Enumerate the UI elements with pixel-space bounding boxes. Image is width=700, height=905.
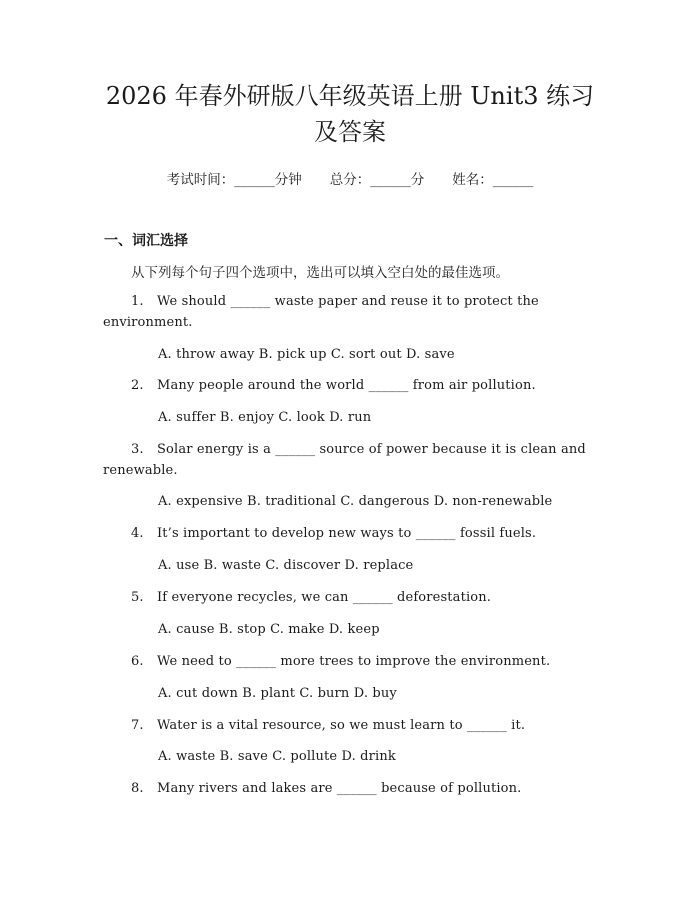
question-6 — [131, 654, 550, 669]
question-5 — [131, 590, 491, 605]
options-4: A. use B. waste C. discover D. replace — [158, 558, 414, 573]
question-number: 1. — [131, 294, 144, 309]
question-text: We need to ______ more trees to improve the environment. — [157, 654, 551, 669]
question-number: 5. — [131, 590, 144, 605]
options-5: A. cause B. stop C. make D. keep — [158, 622, 380, 637]
question-1 — [103, 294, 539, 330]
section-instruction: 从下列每个句子四个选项中，选出可以填入空白处的最佳选项。 — [131, 265, 509, 281]
question-number: 7. — [131, 718, 144, 733]
question-text: Solar energy is a ______ source of power because it is clean and — [157, 442, 586, 457]
question-3 — [103, 442, 586, 478]
question-text: It’s important to develop new ways to ______ fossil fuels. — [157, 526, 537, 541]
question-text: Many people around the world ______ from air pollution. — [157, 378, 536, 393]
question-number: 3. — [131, 442, 144, 457]
question-continuation: environment. — [103, 315, 193, 330]
exam-info — [0, 168, 700, 188]
question-7 — [131, 718, 525, 733]
student-name: 姓名：______ — [452, 172, 534, 188]
question-text: Many rivers and lakes are ______ because of pollution. — [157, 781, 522, 796]
question-continuation: renewable. — [103, 463, 178, 478]
options-3: A. expensive B. traditional C. dangerous D. non-renewable — [158, 494, 553, 509]
options-6: A. cut down B. plant C. burn D. buy — [158, 686, 397, 701]
question-text: If everyone recycles, we can ______ deforestation. — [157, 590, 492, 605]
question-8 — [131, 781, 521, 796]
page-title — [0, 78, 700, 150]
question-2 — [131, 378, 536, 393]
question-4 — [131, 526, 536, 541]
options-1: A. throw away B. pick up C. sort out D. save — [158, 347, 455, 362]
exam-score: 总分：______分 — [329, 172, 425, 188]
question-number: 6. — [131, 654, 144, 669]
options-2: A. suffer B. enjoy C. look D. run — [158, 410, 372, 425]
section-heading: 一、词汇选择 — [104, 233, 188, 249]
question-number: 8. — [131, 781, 144, 796]
question-text: We should ______ waste paper and reuse it to protect the — [157, 294, 539, 309]
question-text: Water is a vital resource, so we must learn to ______ it. — [157, 718, 526, 733]
question-number: 4. — [131, 526, 144, 541]
question-number: 2. — [131, 378, 144, 393]
title-line-1: 2026 年春外研版八年级英语上册 Unit3 练习 — [105, 82, 595, 110]
options-7: A. waste B. save C. pollute D. drink — [158, 749, 396, 764]
exam-time: 考试时间：______分钟 — [166, 172, 302, 188]
title-line-2: 及答案 — [314, 118, 386, 146]
